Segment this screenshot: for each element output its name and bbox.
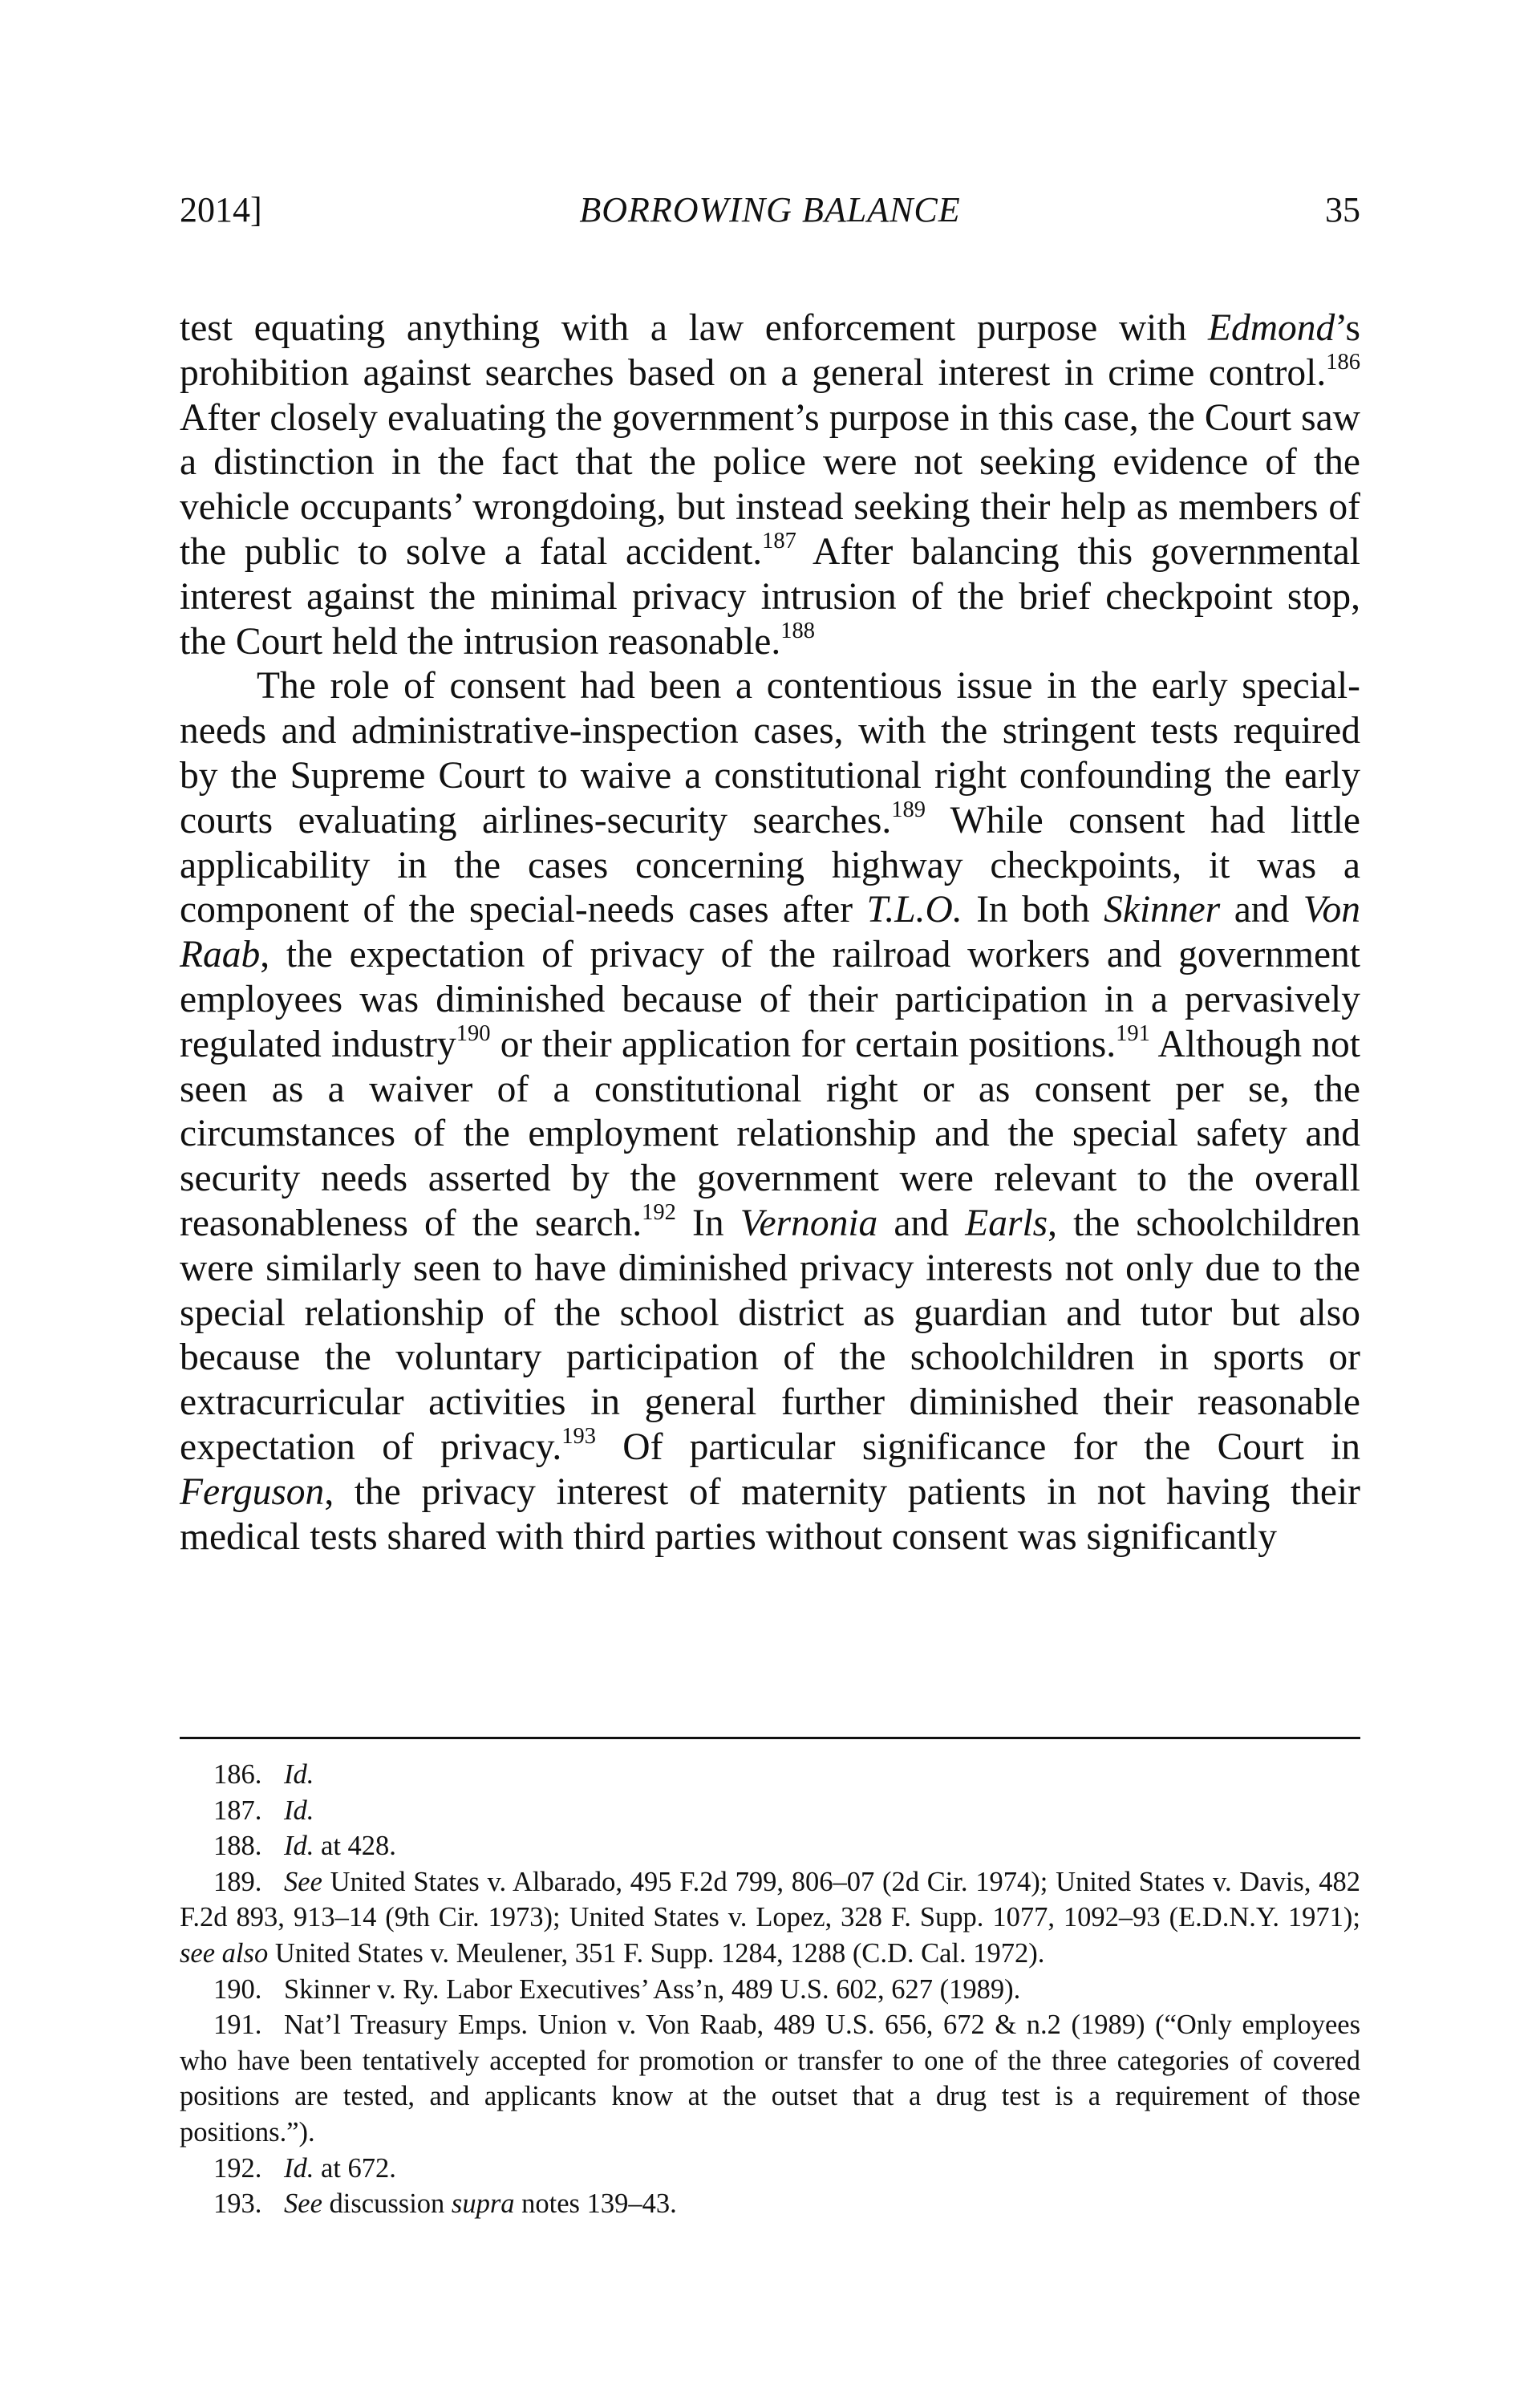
paragraph-1: test equating anything with a law enforcement purpose with Edmond’s prohibition against searches based on a general interest in crime control.$^{186}$ After closely evaluating the government’s purpose in this case, the Court saw a distinction in the fact that the police were not seeking evidence of the vehicle occupants’ wrongdoing, but instead seeking their help as members of the public to solve a fatal accident.$^{187}$ After balancing this governmental interest against the minimal privacy intrusion of the brief checkpoint stop, the Court held the intrusion reasonable.$^{188}$: [180, 307, 1361, 663]
case-name-ferguson: Ferguson: [180, 1470, 325, 1513]
footnote-187: 187. Id.: [180, 1793, 1360, 1829]
paragraph-2: The role of consent had been a contentious issue in the early special-needs and administrative-inspection cases, with the stringent tests required by the Supreme Court to waive a constitutional right confounding the early courts evaluating airlines-security searches.$^{189}$ While consent had little applicability in the cases concerning highway checkpoints, it was a component of the special-needs cases after T.L.O. In both Skinner and Von Raab, the expectation of privacy of the railroad workers and government employees was diminished because of their participation in a pervasively regulated industry$^{190}$ or their application for certain positions.$^{191}$ Although not seen as a waiver of a constitutional right or as consent per se, the circumstances of the employment relationship and the special safety and security needs asserted by the government were relevant to the overall reasonableness of the search.$^{192}$ In Vernonia and Earls, the schoolchildren were similarly seen to have diminished privacy interests not only due to the special relationship of the school district as guardian and tutor but also because the voluntary participation of the schoolchildren in sports or extracurricular activities in general further diminished their reasonable expectation of privacy.$^{193}$ Of particular significance for the Court in Ferguson, the privacy interest of maternity patients in not having their medical tests shared with third parties without consent was significantly: [180, 665, 1361, 1558]
footnote-193: 193. See discussion supra notes 139–43.: [180, 2186, 1360, 2222]
footnote-ref-189[interactable]: 189: [891, 797, 926, 822]
footnote-192: 192. Id. at 672.: [180, 2151, 1360, 2187]
main-text: [180, 306, 1360, 1559]
footnote-number: 191.: [213, 2010, 262, 2041]
footnote-ref-193[interactable]: 193: [561, 1423, 596, 1449]
footnote-186: 186. Id.: [180, 1757, 1360, 1793]
footnote-189: 189. See United States v. Albarado, 495 F.2d 799, 806–07 (2d Cir. 1974); United States v. Davis, 482 F.2d 893, 913–14 (9th Cir. 1973); United States v. Lopez, 328 F. Supp. 1077, 1092–93 (E.D.N.Y. 1971); see also United States v. Meulener, 351 F. Supp. 1284, 1288 (C.D. Cal. 1972).: [180, 1864, 1360, 1972]
running-header: [180, 186, 1360, 234]
footnotes: [180, 1757, 1360, 2222]
running-title: BORROWING BALANCE: [579, 190, 961, 229]
volume-year: 2014]: [180, 190, 262, 229]
footnote-191: 191. Nat’l Treasury Emps. Union v. Von Raab, 489 U.S. 656, 672 & n.2 (1989) (“Only employees who have been tentatively accepted for promotion or transfer to one of the three categories of covered positions are tested, and applicants know at the outset that a drug test is a requirement of those positions.”).: [180, 2007, 1360, 2150]
footnote-188: 188. Id. at 428.: [180, 1828, 1360, 1864]
footnote-number: 186.: [213, 1759, 262, 1790]
case-name-von-raab: Von Raab: [180, 889, 1361, 976]
footnote-ref-187[interactable]: 187: [762, 529, 796, 554]
footnote-number: 189.: [213, 1866, 262, 1897]
footnote-divider: [180, 1737, 1360, 1739]
case-name-tlo: T.L.O.: [866, 889, 962, 931]
footnote-ref-192[interactable]: 192: [642, 1200, 676, 1225]
footnote-190: 190. Skinner v. Ry. Labor Executives’ Ass’n, 489 U.S. 602, 627 (1989).: [180, 1972, 1360, 2008]
footnote-number: 190.: [213, 1973, 262, 2005]
footnote-ref-188[interactable]: 188: [780, 618, 816, 643]
footnote-ref-191[interactable]: 191: [1116, 1020, 1150, 1046]
footnote-number: 187.: [213, 1795, 262, 1826]
footnote-number: 193.: [213, 2188, 262, 2220]
footnote-ref-186[interactable]: 186: [1326, 349, 1360, 375]
case-name-skinner: Skinner: [1104, 889, 1221, 931]
case-name-edmond: Edmond: [1207, 307, 1335, 349]
footnote-number: 188.: [213, 1831, 262, 1862]
case-name-earls: Earls: [965, 1202, 1048, 1244]
footnote-number: 192.: [213, 2152, 262, 2184]
case-name-vernonia: Vernonia: [740, 1202, 878, 1244]
page-number: 35: [1325, 190, 1360, 229]
footnote-ref-190[interactable]: 190: [456, 1020, 491, 1046]
